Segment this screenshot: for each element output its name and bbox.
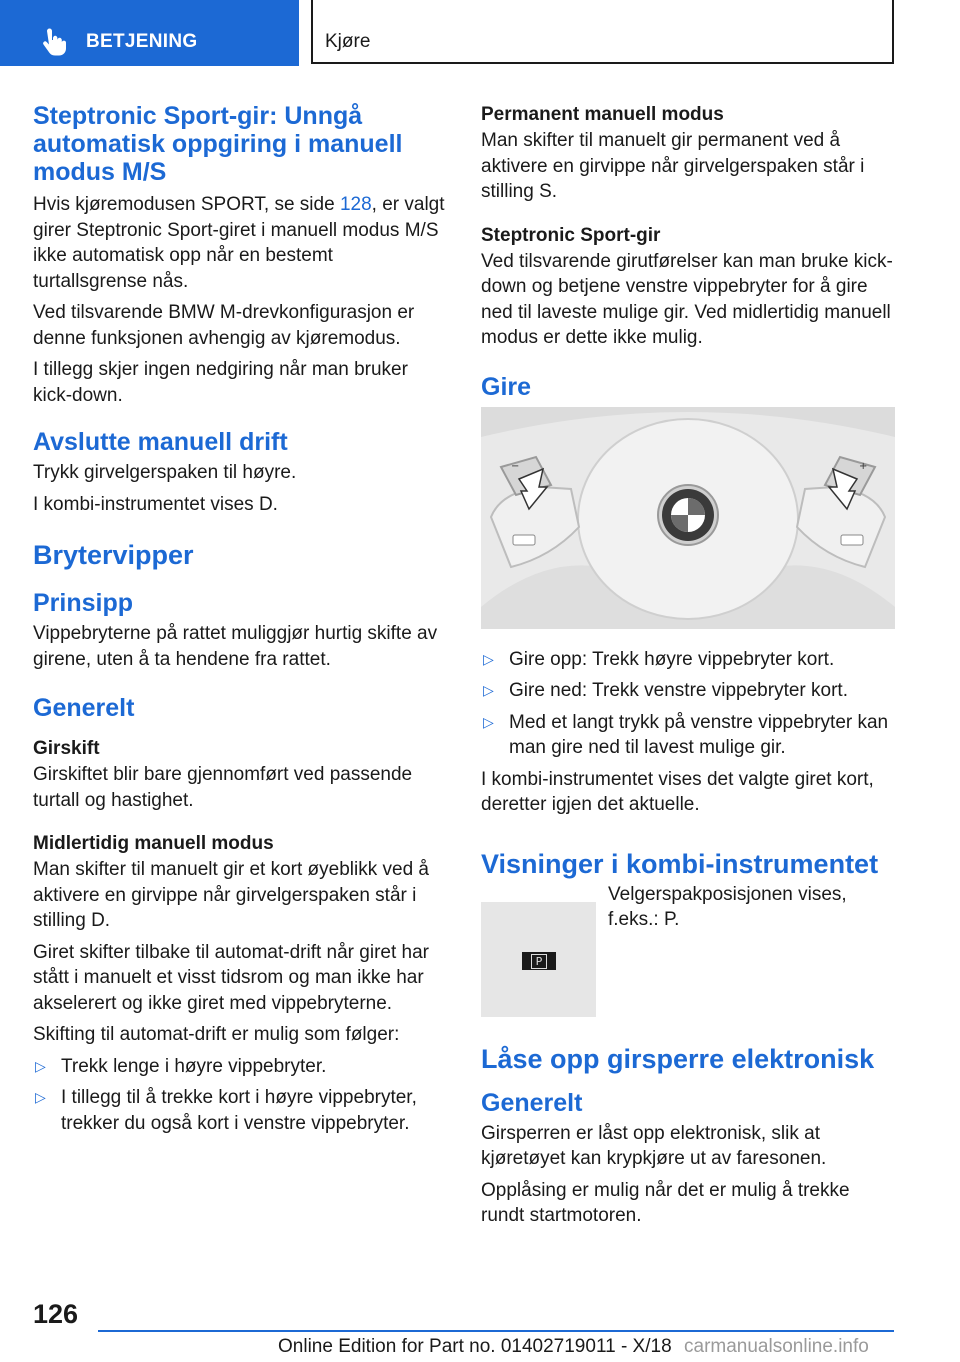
triangle-bullet-icon: ▷ <box>483 650 494 667</box>
chapter-tab <box>311 0 894 64</box>
list-item <box>33 1085 451 1136</box>
gear-indicator <box>522 952 556 970</box>
text: Hvis kjøremodusen SPORT, se side <box>33 194 340 215</box>
paragraph: Girskiftet blir bare gjennomført ved passende turtall og hastighet. <box>33 764 413 811</box>
list-item <box>481 647 895 673</box>
left-column <box>33 102 451 1142</box>
hand-pointer-icon <box>38 27 68 57</box>
section-label: BETJENING <box>86 31 198 52</box>
heading-steptronic-sport: Steptronic Sport-gir: Unngå automatisk oppgiring i manuell modus M/S <box>33 102 403 186</box>
instrument-display-image <box>481 902 596 1017</box>
page-header <box>0 0 960 66</box>
heading-generelt-2: Generelt <box>481 1088 583 1117</box>
paragraph: Velgerspakposisjonen vises, f.eks.: P. <box>608 883 847 930</box>
page-number: 126 <box>33 1299 79 1329</box>
heading-laase: Låse opp girsperre elektronisk <box>481 1043 875 1074</box>
heading-brytervipper: Brytervipper <box>33 540 194 570</box>
footer-rule <box>98 1330 894 1332</box>
watermark: carmanualsonline.info <box>684 1336 869 1357</box>
heading-avslutte: Avslutte manuell drift <box>33 428 288 456</box>
steering-wheel-illustration <box>481 407 895 629</box>
heading-girskift: Girskift <box>33 738 100 759</box>
triangle-bullet-icon: ▷ <box>483 682 494 698</box>
heading-permanent: Permanent manuell modus <box>481 104 724 125</box>
page-link[interactable]: 128 <box>339 194 372 215</box>
paragraph: Ved tilsvarende BMW M-drevkonfigurasjon er denne funksjonen avhengig av kjøremodus. <box>33 302 415 349</box>
list-item-text: Gire ned: Trekk venstre vippebryter kort. <box>509 680 848 701</box>
gear-letter: P <box>531 954 547 969</box>
triangle-bullet-icon: ▷ <box>35 1089 46 1105</box>
paragraph: Giret skifter tilbake til automat-drift når giret har stått i manuelt et visst tidsrom og man ikke har akselerert og ikke giret med vippebryterne. <box>33 941 429 1014</box>
list-item <box>481 678 895 704</box>
triangle-bullet-icon: ▷ <box>483 713 494 730</box>
paragraph: I kombi-instrumentet vises D. <box>33 493 278 515</box>
chapter-label: Kjøre <box>325 31 371 52</box>
list-item-text: I tillegg til å trekke kort i høyre vippebryter, trekker du også kort i venstre vippebryter. <box>61 1087 417 1134</box>
list-item <box>33 1054 451 1080</box>
triangle-bullet-icon: ▷ <box>35 1057 46 1074</box>
paragraph <box>33 192 451 294</box>
svg-text:−: − <box>511 460 520 472</box>
heading-generelt: Generelt <box>33 694 135 722</box>
paragraph: Man skifter til manuelt gir et kort øyeblikk ved å aktivere en girvippe når girvelgerspaken står i stilling D. <box>33 859 429 931</box>
section-tab <box>0 0 299 66</box>
paragraph: Opplåsing er mulig når det er mulig å trekke rundt startmotoren. <box>481 1179 850 1226</box>
paragraph: Trykk girvelgerspaken til høyre. <box>33 462 297 483</box>
paragraph: I tillegg skjer ingen nedgiring når man bruker kick-down. <box>33 359 408 406</box>
list-item-text: Trekk lenge i høyre vippebryter. <box>61 1055 327 1077</box>
heading-visninger: Visninger i kombi-instrumentet <box>481 848 879 879</box>
paragraph: Ved tilsvarende girutførelser kan man bruke kick-down og betjene venstre vippebryter for å gire ned til laveste mulige gir. Ved midlertidig manuell modus er dette ikke mulig. <box>481 250 893 348</box>
heading-steptronic: Steptronic Sport-gir <box>481 224 661 246</box>
text: , er valgt girer Steptronic Sport-giret i manuell modus M/S ikke automatisk opp når en bestemt turtallsgrense nås. <box>33 194 445 292</box>
paragraph: Man skifter til manuelt gir permanent ved å aktivere en girvippe når girvelgerspaken står i stilling S. <box>481 130 865 202</box>
right-column <box>481 102 895 1235</box>
display-example <box>481 882 895 1017</box>
list-item-text: Gire opp: Trekk høyre vippebryter kort. <box>509 648 835 670</box>
paragraph: Girsperren er låst opp elektronisk, slik at kjøretøyet kan krypkjøre ut av faresonen. <box>481 1122 827 1169</box>
paragraph: I kombi-instrumentet vises det valgte giret kort, deretter igjen det aktuelle. <box>481 768 874 815</box>
list-item <box>481 710 895 761</box>
paragraph: Skifting til automat-drift er mulig som følger: <box>33 1024 400 1045</box>
heading-prinsipp: Prinsipp <box>33 589 134 617</box>
list-item-text: Med et langt trykk på venstre vippebryter kan man gire ned til lavest mulige gir. <box>509 711 889 758</box>
gire-bullet-list <box>481 647 895 761</box>
bullet-list <box>33 1054 451 1137</box>
edition-text: Online Edition for Part no. 01402719011 - X/18 <box>278 1336 672 1357</box>
paragraph: Vippebryterne på rattet muliggjør hurtig skifte av girene, uten å ta hendene fra rattet. <box>33 623 438 670</box>
heading-gire: Gire <box>481 372 532 401</box>
svg-text:+: + <box>859 460 868 472</box>
heading-midlertidig: Midlertidig manuell modus <box>33 833 274 854</box>
